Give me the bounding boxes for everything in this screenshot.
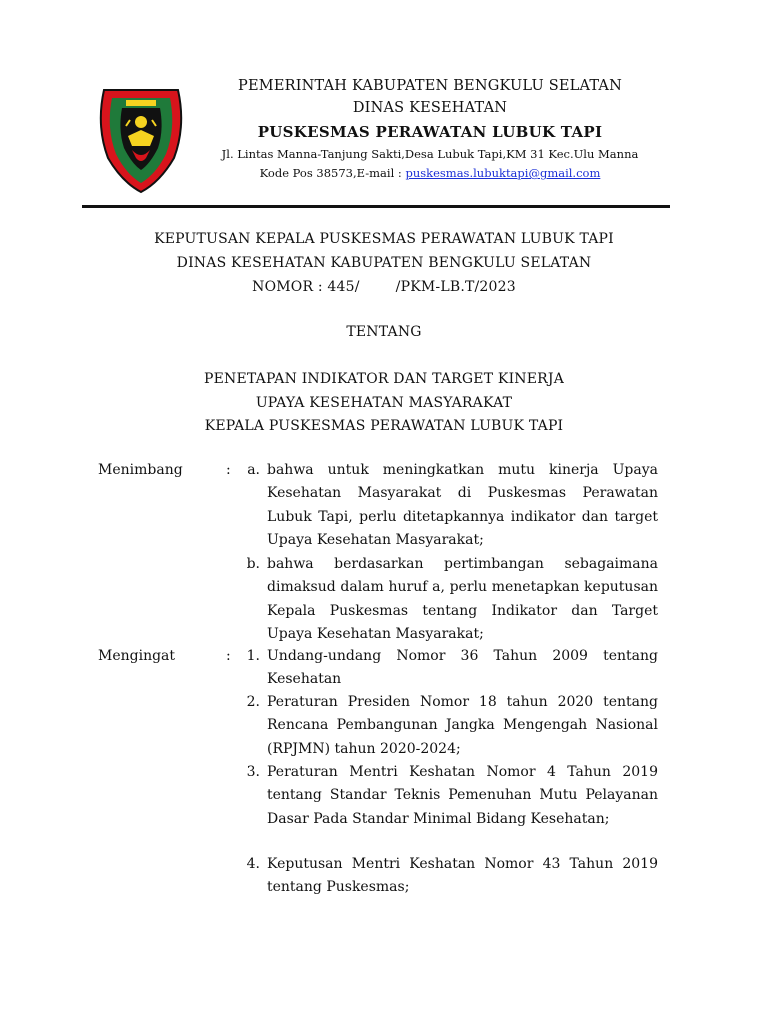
mengingat-marker-3: 3. <box>246 764 260 780</box>
tentang-heading: TENTANG <box>346 324 422 340</box>
mengingat-marker-1: 1. <box>246 648 260 664</box>
subject-line-1: PENETAPAN INDIKATOR DAN TARGET KINERJA <box>203 371 565 387</box>
nomor-prefix: NOMOR : 445/ <box>252 279 360 295</box>
letterhead-institution: PUSKESMAS PERAWATAN LUBUK TAPI <box>257 123 603 141</box>
letterhead-address: Jl. Lintas Manna-Tanjung Sakti,Desa Lubuk Tapi,KM 31 Kec.Ulu Manna <box>221 147 639 161</box>
letterhead-department: DINAS KESEHATAN <box>352 100 508 116</box>
subject-line-3: KEPALA PUSKESMAS PERAWATAN LUBUK TAPI <box>204 418 564 434</box>
letterhead-contact <box>190 166 670 180</box>
menimbang-colon: : <box>226 462 231 478</box>
regency-emblem-logo <box>96 86 186 194</box>
mengingat-marker-2: 2. <box>246 694 260 710</box>
menimbang-marker-b: b. <box>246 556 260 572</box>
menimbang-item-a: bahwa untuk meningkatkan mutu kinerja Upaya Kesehatan Masyarakat di Puskesmas Perawatan Lubuk Tapi, perlu ditetapkannya indikator dan target Upaya Kesehatan Masyarakat; <box>267 462 658 548</box>
nomor-suffix: /PKM-LB.T/2023 <box>395 279 516 295</box>
mengingat-item-4: Keputusan Mentri Keshatan Nomor 43 Tahun 2019 tentang Puskesmas; <box>267 856 658 896</box>
letterhead-divider <box>82 205 670 208</box>
mengingat-marker-4: 4. <box>246 856 260 872</box>
postal-code-text: Kode Pos 38573,E-mail : <box>259 166 406 180</box>
decree-number <box>82 279 686 295</box>
decree-subtitle: DINAS KESEHATAN KABUPATEN BENGKULU SELATAN <box>176 255 592 271</box>
mengingat-item-2: Peraturan Presiden Nomor 18 tahun 2020 tentang Rencana Pembangunan Jangka Mengengah Nasional (RPJMN) tahun 2020-2024; <box>267 694 658 757</box>
menimbang-item-b: bahwa berdasarkan pertimbangan sebagaimana dimaksud dalam huruf a, perlu menetapkan keputusan Kepala Puskesmas tentang Indikator dan Target Upaya Kesehatan Masyarakat; <box>267 556 658 642</box>
menimbang-label: Menimbang <box>98 462 183 478</box>
menimbang-marker-a: a. <box>247 462 260 478</box>
email-link[interactable]: puskesmas.lubuktapi@gmail.com <box>405 166 601 180</box>
subject-line-2: UPAYA KESEHATAN MASYARAKAT <box>255 395 513 411</box>
letterhead-government: PEMERINTAH KABUPATEN BENGKULU SELATAN <box>238 78 622 94</box>
decree-title: KEPUTUSAN KEPALA PUSKESMAS PERAWATAN LUBUK TAPI <box>154 231 614 247</box>
mengingat-item-1: Undang-undang Nomor 36 Tahun 2009 tentang Kesehatan <box>267 648 658 688</box>
mengingat-item-3: Peraturan Mentri Keshatan Nomor 4 Tahun 2019 tentang Standar Teknis Pemenuhan Mutu Pelayanan Dasar Pada Standar Minimal Bidang Kesehatan; <box>267 764 658 827</box>
mengingat-label: Mengingat <box>98 648 176 664</box>
mengingat-colon: : <box>226 648 231 664</box>
